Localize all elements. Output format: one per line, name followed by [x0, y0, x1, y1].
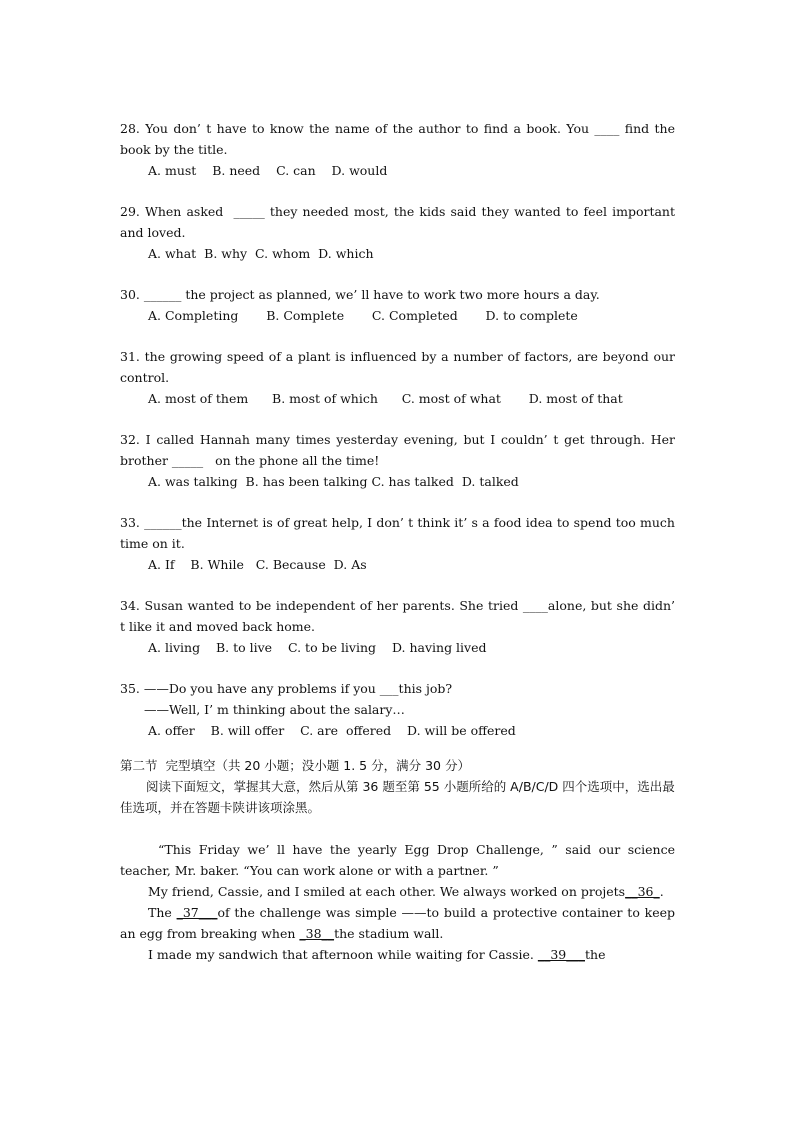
question-32: [120, 429, 679, 492]
passage-text: of the challenge was simple ——to build a protective container to keep an egg from breaking when: [120, 905, 675, 941]
question-33: [120, 512, 675, 575]
passage-text: I made my sandwich that afternoon while waiting for Cassie.: [148, 947, 538, 962]
passage-paragraph-3: [120, 902, 675, 944]
question-stem: 28. You don’ t have to know the name of the author to find a book. You ____ find the book by the title.: [120, 121, 675, 157]
blank-39[interactable]: __39___: [537, 947, 585, 962]
question-35: [120, 678, 675, 741]
question-31: [120, 346, 675, 409]
question-stem: 32. I called Hannah many times yesterday evening, but I couldn’ t get through. Her brother _____ on the phone all the time!: [120, 432, 679, 468]
document-page: [120, 118, 679, 965]
passage-text: “This Friday we’ ll have the yearly Egg Drop Challenge, ” said our science teacher, Mr. baker. “You can work alone or with a partner. ”: [120, 842, 675, 878]
question-options: A. was talking B. has been talking C. has talked D. talked: [148, 474, 519, 489]
question-stem: 30. ______ the project as planned, we’ ll have to work two more hours a day.: [120, 287, 600, 302]
question-options: A. must B. need C. can D. would: [148, 163, 388, 178]
passage-text: My friend, Cassie, and I smiled at each other. We always worked on projets: [148, 884, 626, 899]
question-line: 35. ——Do you have any problems if you ___this job?: [120, 681, 453, 696]
section-heading: 第二节 完型填空（共 20 小题；没小题 1. 5 分，满分 30 分）: [120, 758, 470, 773]
question-options: A. offer B. will offer C. are offered D. will be offered: [148, 723, 516, 738]
blank-37[interactable]: _37___: [176, 905, 218, 920]
question-stem: 31. the growing speed of a plant is influenced by a number of factors, are beyond our control.: [120, 349, 675, 385]
question-options: A. most of them B. most of which C. most of what D. most of that: [148, 391, 623, 406]
passage-paragraph-4: [120, 944, 675, 965]
question-stem: 33. ______the Internet is of great help, I don’ t think it’ s a food idea to spend too much time on it.: [120, 515, 675, 551]
blank-36[interactable]: __36_: [625, 884, 660, 899]
question-34: [120, 595, 675, 658]
passage-text: the stadium wall.: [334, 926, 444, 941]
question-options: A. Completing B. Complete C. Completed D. to complete: [148, 308, 578, 323]
section-instruction: 阅读下面短文，掌握其大意，然后从第 36 题至第 55 小题所给的 A/B/C/D 四个选项中，选出最佳选项，并在答题卡陕讲该项涂黑。: [120, 779, 675, 815]
passage-text: the: [585, 947, 606, 962]
question-options: A. what B. why C. whom D. which: [148, 246, 374, 261]
question-28: [120, 118, 675, 181]
question-options: A. living B. to live C. to be living D. having lived: [148, 640, 487, 655]
spacer: [120, 818, 675, 839]
passage-text: The: [148, 905, 177, 920]
question-options: A. If B. While C. Because D. As: [148, 557, 367, 572]
question-stem: 34. Susan wanted to be independent of her parents. She tried ____alone, but she didn’ t like it and moved back home.: [120, 598, 675, 634]
passage-text: .: [659, 884, 664, 899]
blank-38[interactable]: _38__: [299, 926, 335, 941]
question-line: ——Well, I’ m thinking about the salary…: [144, 702, 405, 717]
question-30: [120, 284, 675, 326]
question-stem: 29. When asked _____ they needed most, the kids said they wanted to feel important and loved.: [120, 204, 679, 240]
passage-paragraph-1: [120, 839, 675, 881]
question-29: [120, 201, 679, 264]
passage-paragraph-2: [120, 881, 675, 902]
